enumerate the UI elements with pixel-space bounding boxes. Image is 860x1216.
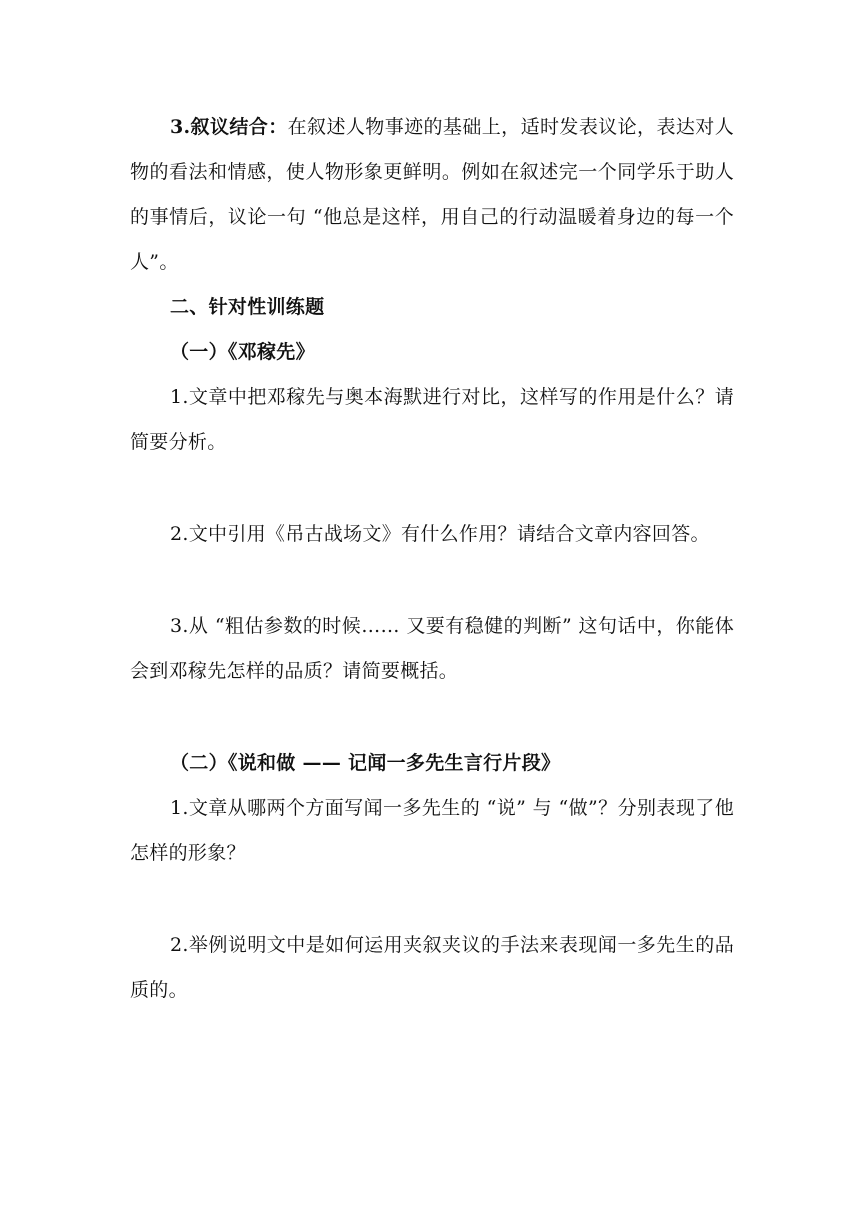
section-heading-training: 二、针对性训练题	[170, 296, 325, 318]
technique-point-3	[130, 105, 734, 285]
answer-space	[130, 557, 734, 604]
question-part2-1: 1.文章从哪两个方面写闻一多先生的 “说” 与 “做”？分别表现了他怎样的形象？	[130, 797, 734, 864]
part-heading-wen-yiduo: （二）《说和做 —— 记闻一多先生言行片段》	[170, 752, 561, 774]
question-part1-2: 2.文中引用《吊古战场文》有什么作用？请结合文章内容回答。	[170, 523, 710, 545]
technique-point-3-label: 3.叙议结合：	[170, 116, 288, 138]
answer-space	[130, 694, 734, 741]
document-body	[130, 105, 734, 1013]
technique-point-3-text: 在叙述人物事迹的基础上，适时发表议论，表达对人物的看法和情感，使人物形象更鲜明。例如在叙述完一个同学乐于助人的事情后，议论一句 “他总是这样，用自己的行动温暖着身边的每一个人”。	[130, 116, 735, 273]
answer-space	[130, 876, 734, 923]
question-part2-2: 2.举例说明文中是如何运用夹叙夹议的手法来表现闻一多先生的品质的。	[130, 934, 734, 1001]
answer-space	[130, 465, 734, 512]
part-heading-deng-jiaxian: （一）《邓稼先》	[170, 341, 315, 363]
question-part1-1: 1.文章中把邓稼先与奥本海默进行对比，这样写的作用是什么？请简要分析。	[130, 386, 734, 453]
question-part1-3: 3.从 “粗估参数的时候…… 又要有稳健的判断” 这句话中，你能体会到邓稼先怎样的品质？请简要概括。	[130, 615, 734, 682]
